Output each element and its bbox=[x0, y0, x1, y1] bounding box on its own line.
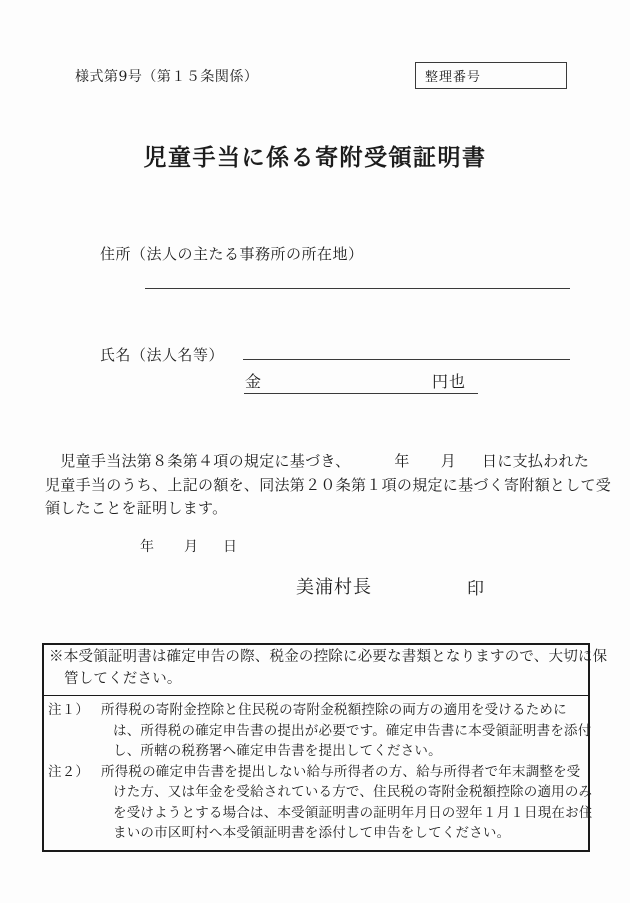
paragraph-line-1-lead: 児童手当法第８条第４項の規定に基づき、 bbox=[45, 452, 351, 470]
note-2-text bbox=[101, 762, 593, 844]
form-number: 様式第9号（第１５条関係） bbox=[75, 69, 259, 85]
note-1-label: 注１） bbox=[48, 702, 90, 718]
paragraph-line-2: 児童手当のうち、上記の額を、同法第２０条第１項の規定に基づく寄附額として受 bbox=[45, 475, 612, 494]
document-title: 児童手当に係る寄附受領証明書 bbox=[143, 144, 487, 171]
notice-important-line-2: 管してください。 bbox=[64, 670, 182, 687]
note-2 bbox=[48, 762, 593, 844]
amount-prefix: 金 bbox=[245, 372, 262, 391]
note-2-label: 注２） bbox=[48, 763, 90, 780]
amount-blank-line bbox=[244, 372, 478, 394]
name-label: 氏名（法人名等） bbox=[100, 346, 225, 364]
issuer-name: 美浦村長 bbox=[296, 577, 372, 598]
notice-notes-section bbox=[44, 696, 593, 850]
note-2-line-4: まいの市区町村へ本受領証明書を添付して申告をしてください。 bbox=[113, 825, 511, 841]
issue-date-line bbox=[140, 536, 237, 556]
note-1 bbox=[48, 700, 592, 762]
notice-important-line-1: ※本受領証明書は確定申告の際、税金の控除に必要な書類となりますので、大切に保 bbox=[49, 649, 608, 665]
note-2-line-1: 所得税の確定申告書を提出しない給与所得者の方、給与所得者で年末調整を受 bbox=[101, 763, 581, 780]
reference-number-label: 整理番号 bbox=[425, 70, 482, 85]
paragraph-year-label: 年 bbox=[394, 452, 410, 470]
amount-suffix: 円也 bbox=[432, 372, 467, 391]
seal-placeholder: 印 bbox=[467, 579, 484, 599]
note-1-line-2: は、所得税の確定申告書の提出が必要です。確定申告書に本受領証明書を添付 bbox=[113, 722, 592, 739]
notice-important-section bbox=[44, 645, 608, 696]
address-blank-line bbox=[145, 258, 570, 289]
note-1-text bbox=[101, 700, 591, 762]
paragraph-month-label: 月 bbox=[440, 452, 457, 470]
notice-box bbox=[42, 643, 608, 852]
paragraph-line-1 bbox=[45, 450, 590, 474]
reference-number-box bbox=[415, 62, 567, 89]
address-label: 住所（法人の主たる事務所の所在地） bbox=[100, 245, 364, 263]
paragraph-line-1-tail: 日に支払われた bbox=[482, 452, 590, 470]
name-blank-line bbox=[243, 329, 570, 360]
date-month-label: 月 bbox=[184, 539, 198, 555]
note-1-line-3: し、所轄の税務署へ確定申告書を提出してください。 bbox=[113, 743, 442, 759]
note-1-line-1: 所得税の寄附金控除と住民税の寄附金税額控除の両方の適用を受けるために bbox=[101, 702, 567, 718]
certification-paragraph bbox=[45, 450, 612, 521]
date-day-label: 日 bbox=[223, 539, 237, 555]
note-2-line-3: を受けようとする場合は、本受領証明書の証明年月日の翌年１月１日現在お住 bbox=[113, 804, 593, 821]
note-2-line-2: けた方、又は年金を受給されている方で、住民税の寄附金税額控除の適用のみ bbox=[113, 784, 593, 800]
date-year-label: 年 bbox=[140, 539, 154, 555]
paragraph-line-3: 領したことを証明します。 bbox=[45, 499, 228, 517]
